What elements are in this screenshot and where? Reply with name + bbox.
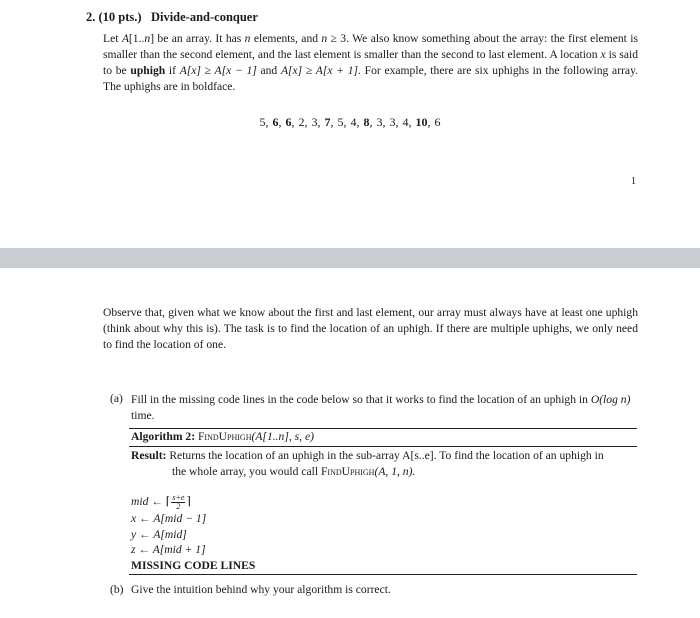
fraction: $\frac{s+e}{2}$ (172, 493, 185, 511)
example-array (0, 115, 700, 130)
array-comma: , (395, 115, 402, 129)
array-value: 5 (337, 115, 344, 129)
array-value: 6 (434, 115, 441, 129)
code-line-y: y ← A[mid] (131, 527, 187, 541)
array-comma: , (369, 115, 376, 129)
array-comma: , (304, 115, 311, 129)
algorithm-bottom-rule (129, 574, 637, 575)
problem-points: (10 pts.) (98, 10, 142, 24)
array-comma: , (408, 115, 415, 129)
part-a-label: (a) (110, 392, 123, 405)
uphigh-term: uphigh (130, 64, 166, 77)
algorithm-header-rule (129, 446, 637, 447)
array-value: 2 (298, 115, 305, 129)
array-comma: , (291, 115, 298, 129)
code-line-mid: mid ← ⌈ $\frac{s+e}{2}$ ⌉ (131, 493, 191, 511)
algorithm-result: Result: Returns the location of an uphigh in the sub-array A[s..e]. To find the location of an uphigh in the whole array, you would call FindUphigh(A, 1, n). (131, 449, 604, 478)
array-comma: , (382, 115, 389, 129)
array-comma: , (278, 115, 285, 129)
page-1 (0, 0, 700, 248)
array-value: 3 (311, 115, 318, 129)
array-value-uphigh: 8 (363, 115, 370, 129)
array-value-uphigh: 6 (272, 115, 279, 129)
array-value-uphigh: 10 (415, 115, 428, 129)
array-value: 4 (402, 115, 409, 129)
array-value-uphigh: 6 (285, 115, 292, 129)
part-b-text: Give the intuition behind why your algorithm is correct. (131, 583, 391, 596)
array-value: 4 (350, 115, 357, 129)
algorithm-code (131, 494, 255, 573)
array-value: 3 (389, 115, 396, 129)
array-value: 3 (376, 115, 383, 129)
code-line-x: x ← A[mid − 1] (131, 512, 207, 525)
code-line-z: z ← A[mid + 1] (131, 543, 206, 556)
array-value-uphigh: 7 (324, 115, 331, 129)
missing-code-lines: MISSING CODE LINES (131, 558, 256, 572)
problem-title: Divide-and-conquer (150, 10, 258, 24)
part-b-label: (b) (110, 583, 124, 596)
problem-heading (86, 10, 258, 25)
array-comma: , (427, 115, 434, 129)
array-comma: , (317, 115, 324, 129)
array-comma: , (265, 115, 272, 129)
page-number: 1 (631, 176, 636, 187)
array-comma: , (343, 115, 350, 129)
array-comma: , (356, 115, 363, 129)
page-separator (0, 248, 700, 268)
algorithm-title: Algorithm 2: FindUphigh(A[1..n], s, e) (131, 430, 314, 443)
array-comma: , (330, 115, 337, 129)
array-value: 5 (259, 115, 266, 129)
problem-number: 2. (86, 10, 96, 24)
observation-paragraph: Observe that, given what we know about the first and last element, our array must always have at least one uphigh (think about why this is). The task is to find the location of an uphigh. If there are multiple uphighs, we only need to find the location of one. (103, 306, 638, 351)
part-a-text: Fill in the missing code lines in the code below so that it works to find the location of an uphigh in O(log n) time. (131, 393, 631, 422)
problem-intro: Let A[1..n] be an array. It has n elements, and n ≥ 3. We also know something about the array: the first element is smaller than the second element, and the last element is smaller than the second to last element. A location x is said to be uphigh if A[x] ≥ A[x − 1] and A[x] ≥ A[x + 1]. For example, there are six uphighs in the following array. The uphighs are in boldface. (103, 32, 639, 93)
algorithm-top-rule (129, 428, 637, 429)
page-2 (0, 268, 700, 618)
